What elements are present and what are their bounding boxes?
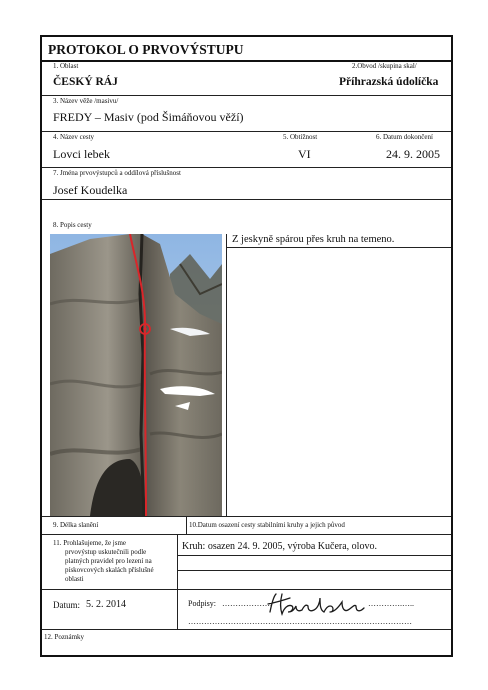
route-photo xyxy=(50,234,222,516)
divider xyxy=(177,570,451,571)
popis-value: Z jeskyně spárou přes kruh na temeno. xyxy=(232,234,395,245)
divider xyxy=(177,555,451,556)
vez-label: 3. Název věže /masivu/ xyxy=(53,97,119,105)
obvod-label: 2.Obvod /skupina skal/ xyxy=(352,62,417,70)
divider xyxy=(226,234,227,516)
divider xyxy=(42,516,451,517)
podpisy-dots-line: ………………………………………………………………………… xyxy=(188,617,412,626)
prvovystupci-value: Josef Koudelka xyxy=(53,183,128,197)
podpisy-dots-1: ………………. xyxy=(222,599,272,608)
prohlaseni-line-3: platných pravidel pro lezení na xyxy=(65,557,152,565)
prohlaseni-line-1: 11. Prohlašujeme, že jsme xyxy=(53,539,127,547)
protocol-form xyxy=(40,35,453,657)
divider xyxy=(186,516,187,534)
popis-underline xyxy=(226,247,451,248)
divider xyxy=(42,95,451,96)
divider xyxy=(177,534,178,629)
cesta-value: Lovci lebek xyxy=(53,147,110,161)
podpisy-label: Podpisy: xyxy=(188,599,217,608)
osazeni-value: Kruh: osazen 24. 9. 2005, výroba Kučera, olovo. xyxy=(182,541,377,552)
divider xyxy=(42,629,451,630)
datum-dokonceni-value: 24. 9. 2005 xyxy=(386,147,440,161)
oblast-label: 1. Oblast xyxy=(53,62,79,70)
divider xyxy=(42,534,451,535)
handwritten-signature xyxy=(264,590,368,620)
divider xyxy=(42,167,451,168)
podpisy-dots-2: ………….….. xyxy=(368,599,414,608)
obtiznost-label: 5. Obtížnost xyxy=(283,133,318,141)
poznamky-label: 12. Poznámky xyxy=(44,633,85,641)
prohlaseni-line-2: prvovýstup uskutečnili podle xyxy=(65,548,147,556)
cesta-label: 4. Název cesty xyxy=(53,133,95,141)
datum-label: Datum: xyxy=(53,600,80,610)
divider xyxy=(42,199,451,200)
form-title: PROTOKOL O PRVOVÝSTUPU xyxy=(48,42,244,57)
slaneni-label: 9. Délka slanění xyxy=(53,521,99,529)
obtiznost-value: VI xyxy=(298,147,311,161)
obvod-value: Příhrazská údolíčka xyxy=(339,76,439,88)
prvovystupci-label: 7. Jména prvovýstupců a oddílová příslušnost xyxy=(53,169,181,177)
vez-value: FREDY – Masiv (pod Šimáňovou věží) xyxy=(53,110,244,124)
datum-dokonceni-label: 6. Datum dokončení xyxy=(376,133,433,141)
rock-photo-image xyxy=(50,234,222,516)
datum-value: 5. 2. 2014 xyxy=(86,599,126,610)
divider xyxy=(42,589,451,590)
osazeni-label: 10.Datum osazení cesty stabilními kruhy a jejich původ xyxy=(189,521,345,529)
prohlaseni-line-5: oblasti xyxy=(65,575,84,583)
prohlaseni-line-4: pískovcových skalách příslušné xyxy=(65,566,154,574)
popis-label: 8. Popis cesty xyxy=(53,221,92,229)
oblast-value: ČESKÝ RÁJ xyxy=(53,76,118,88)
divider xyxy=(42,131,451,132)
